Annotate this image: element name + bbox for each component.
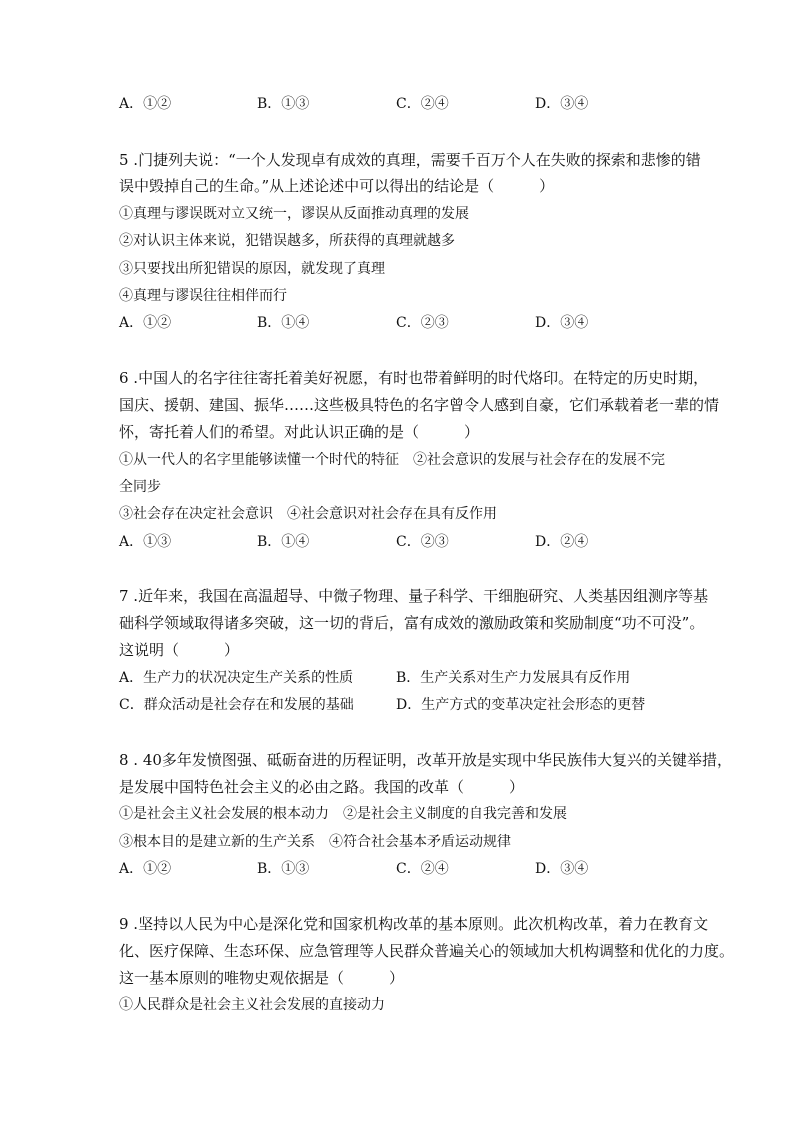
q8-stem-line-2: 是发展中国特色社会主义的必由之路。我国的改革（ ）	[119, 778, 525, 796]
q5-statement-2: ②对认识主体来说，犯错误越多，所获得的真理就越多	[119, 233, 455, 249]
q6-stem-line-3: 怀，寄托着人们的希望。对此认识正确的是（ ）	[119, 423, 480, 441]
q4-option-d: D．③④	[535, 96, 589, 112]
q5-stem-line-2: 误中毁掉自己的生命。”从上述论述中可以得出的结论是（ ）	[119, 177, 555, 195]
q5-option-d: D．③④	[535, 315, 589, 331]
q8-option-c: C．②④	[396, 861, 449, 877]
q7-option-a: A．生产力的状况决定生产关系的性质	[119, 670, 354, 686]
q7-stem-line-2: 础科学领域取得诸多突破，这一切的背后，富有成效的激励政策和奖励制度“功不可没”。	[119, 614, 705, 632]
q8-stem-line-1: 8 . 40多年发愤图强、砥砺奋进的历程证明，改革开放是实现中华民族伟大复兴的关键举措，	[119, 751, 732, 769]
q7-option-b: B．生产关系对生产力发展具有反作用	[396, 670, 631, 686]
q6-statement-3: ③社会存在决定社会意识 ④社会意识对社会存在具有反作用	[119, 506, 497, 522]
q5-stem-line-1: 5 .门捷列夫说：“一个人发现卓有成效的真理，需要千百万个人在失败的探索和悲惨的错	[119, 151, 701, 169]
q6-option-c: C．②③	[396, 534, 449, 550]
q5-option-a: A．①②	[119, 315, 172, 331]
q7-stem-line-3: 这说明（ ）	[119, 641, 240, 659]
q5-statement-1: ①真理与谬误既对立又统一，谬误从反面推动真理的发展	[119, 206, 469, 222]
q6-option-b: B．①④	[257, 534, 310, 550]
q7-option-c: C．群众活动是社会存在和发展的基础	[119, 697, 354, 713]
q9-stem-line-3: 这一基本原则的唯物史观依据是（ ）	[119, 969, 405, 987]
q5-option-c: C．②③	[396, 315, 449, 331]
q9-stem-line-2: 化、医疗保障、生态环保、应急管理等人民群众普遍关心的领域加大机构调整和优化的力度。	[119, 942, 735, 960]
q8-statement-2: ③根本目的是建立新的生产关系 ④符合社会基本矛盾运动规律	[119, 834, 511, 850]
q5-option-b: B．①④	[257, 315, 310, 331]
q4-option-b: B．①③	[257, 96, 310, 112]
q6-option-a: A．①③	[119, 534, 172, 550]
q9-statement-1: ①人民群众是社会主义社会发展的直接动力	[119, 997, 385, 1013]
q4-option-c: C．②④	[396, 96, 449, 112]
q8-option-a: A．①②	[119, 861, 172, 877]
q5-statement-4: ④真理与谬误往往相伴而行	[119, 288, 287, 304]
q9-stem-line-1: 9 .坚持以人民为中心是深化党和国家机构改革的基本原则。此次机构改革，着力在教育文	[119, 915, 709, 933]
q8-statement-1: ①是社会主义社会发展的根本动力 ②是社会主义制度的自我完善和发展	[119, 806, 567, 822]
q6-option-d: D．②④	[535, 534, 589, 550]
q7-stem-line-1: 7 .近年来，我国在高温超导、中微子物理、量子科学、干细胞研究、人类基因组测序等基	[119, 587, 709, 605]
q8-option-b: B．①③	[257, 861, 310, 877]
q6-statement-1: ①从一代人的名字里能够读懂一个时代的特征 ②社会意识的发展与社会存在的发展不完	[119, 452, 665, 468]
q4-option-a: A．①②	[119, 96, 172, 112]
q6-stem-line-2: 国庆、援朝、建国、振华……这些极具特色的名字曾令人感到自豪，它们承载着老一辈的情	[119, 396, 720, 414]
q5-statement-3: ③只要找出所犯错误的原因，就发现了真理	[119, 261, 385, 277]
q7-option-d: D．生产方式的变革决定社会形态的更替	[396, 697, 646, 713]
q6-statement-1-cont: 全同步	[119, 479, 161, 495]
q8-option-d: D．③④	[535, 861, 589, 877]
q6-stem-line-1: 6 .中国人的名字往往寄托着美好祝愿，有时也带着鲜明的时代烙印。在特定的历史时期，	[119, 369, 709, 387]
